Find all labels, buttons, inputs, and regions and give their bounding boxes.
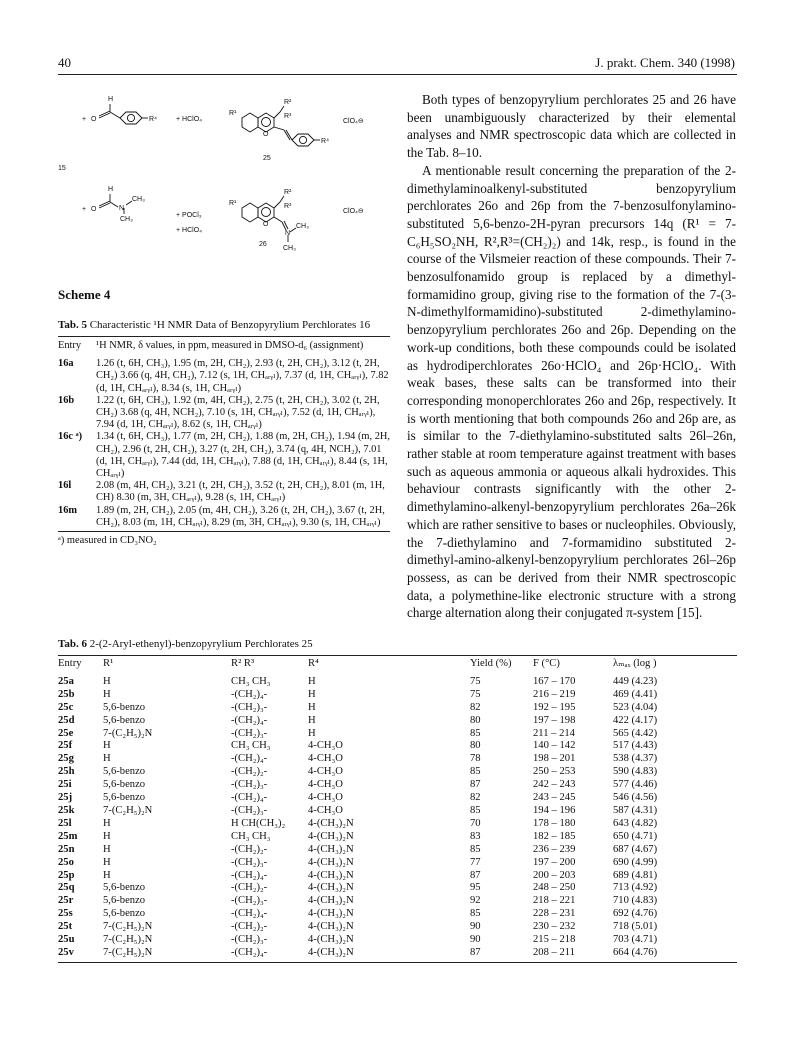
r2r3-cell: -(CH₂)₂- xyxy=(231,843,268,855)
table-6-caption xyxy=(58,638,737,651)
table-row xyxy=(58,505,390,529)
entry-cell: 25d xyxy=(58,714,75,726)
bond xyxy=(274,217,282,222)
fc-cell: 197 – 200 xyxy=(533,856,576,868)
yield-cell: 75 xyxy=(470,675,481,687)
r2r3-cell: -(CH₂)₂- xyxy=(231,766,268,778)
plus-circle-25 xyxy=(262,118,271,127)
r4-cell: 4-(CH₃)₂N xyxy=(308,869,354,881)
table-row xyxy=(58,431,390,480)
table-6-grid xyxy=(58,656,737,960)
r1-cell: 7-(C₂H₅)₂N xyxy=(103,934,153,946)
scheme-label: H xyxy=(108,96,114,103)
scheme-label: R⁴ xyxy=(321,138,330,145)
fc-cell: 248 – 250 xyxy=(533,882,576,894)
r1-cell: H xyxy=(103,817,111,829)
lambda-cell: 587 (4.31) xyxy=(613,804,658,816)
r4-cell: 4-CH₃O xyxy=(308,804,343,816)
yield-cell: 80 xyxy=(470,714,481,726)
yield-cell: 85 xyxy=(470,804,481,816)
table-row xyxy=(58,857,737,870)
entry-cell: 25h xyxy=(58,766,75,778)
lambda-cell: 713 (4.92) xyxy=(613,882,658,894)
fc-cell: 182 – 185 xyxy=(533,830,576,842)
r1-cell: 5,6-benzo xyxy=(103,701,146,713)
table-row xyxy=(58,702,737,715)
fc-cell: 216 – 219 xyxy=(533,688,576,700)
lambda-cell: 546 (4.56) xyxy=(613,792,658,804)
benzene-ring-26 xyxy=(242,203,258,222)
scheme-label: 25 xyxy=(263,155,271,162)
yield-cell: 70 xyxy=(470,817,481,829)
lambda-cell: 718 (5.01) xyxy=(613,921,658,933)
table-row xyxy=(58,728,737,741)
r2r3-cell: -(CH₂)₃- xyxy=(231,895,268,907)
r1-cell: 7-(C₂H₅)₂N xyxy=(103,946,153,958)
scheme-label: N xyxy=(285,230,291,237)
bond xyxy=(280,106,284,112)
r1-cell: 5,6-benzo xyxy=(103,766,146,778)
r4-cell: 4-(CH₃)₂N xyxy=(308,856,354,868)
r2r3-cell: -(CH₂)₄- xyxy=(231,688,268,700)
r1-cell: 7-(C₂H₅)₂N xyxy=(103,727,153,739)
r2r3-cell: -(CH₂)₂- xyxy=(231,921,268,933)
r4-cell: 4-(CH₃)₂N xyxy=(308,843,354,855)
scheme-label: O xyxy=(263,131,269,138)
r2r3-cell: -(CH₂)₃- xyxy=(231,804,268,816)
reaction-scheme xyxy=(58,90,388,260)
lambda-cell: 687 (4.67) xyxy=(613,843,658,855)
lambda-cell: 650 (4.71) xyxy=(613,830,658,842)
r2r3-cell: CH₃ CH₃ xyxy=(231,675,271,687)
scheme-label: ClO₄⊖ xyxy=(343,208,364,215)
yield-cell: 90 xyxy=(470,934,481,946)
yield-cell: 95 xyxy=(470,882,481,894)
scheme-caption: Scheme 4 xyxy=(58,287,111,302)
r1-cell: H xyxy=(103,830,111,842)
r4-cell: H xyxy=(308,714,316,726)
table-row xyxy=(58,844,737,857)
r2r3-cell: H CH(CH₃)₂ xyxy=(231,817,286,829)
entry-cell: 25a xyxy=(58,675,74,687)
table-row xyxy=(58,689,737,702)
r4-cell: H xyxy=(308,688,316,700)
r4-cell: 4-CH₃O xyxy=(308,766,343,778)
r2r3-cell: -(CH₂)₄- xyxy=(231,946,268,958)
column-header: Yield (%) xyxy=(470,658,512,669)
yield-cell: 85 xyxy=(470,843,481,855)
yield-cell: 85 xyxy=(470,727,481,739)
table-row xyxy=(58,395,390,432)
yield-cell: 78 xyxy=(470,753,481,765)
lambda-cell: 577 (4.46) xyxy=(613,779,658,791)
entry-cell: 25q xyxy=(58,882,75,894)
lambda-cell: 692 (4.76) xyxy=(613,908,658,920)
scheme-label: CH₃ xyxy=(296,223,309,230)
lambda-cell: 703 (4.71) xyxy=(613,934,658,946)
lambda-cell: 710 (4.83) xyxy=(613,895,658,907)
entry-cell: 25j xyxy=(58,792,73,804)
lambda-cell: 469 (4.41) xyxy=(613,688,658,700)
r2r3-cell: -(CH₂)₂- xyxy=(231,882,268,894)
scheme-label: N xyxy=(119,205,125,212)
r2r3-cell: -(CH₂)₄- xyxy=(231,792,268,804)
fc-cell: 178 – 180 xyxy=(533,817,576,829)
r1-cell: 5,6-benzo xyxy=(103,779,146,791)
yield-cell: 82 xyxy=(470,701,481,713)
scheme-label: O xyxy=(91,116,97,123)
r4-cell: H xyxy=(308,727,316,739)
r4-cell: 4-(CH₃)₂N xyxy=(308,934,354,946)
entry-cell: 16a xyxy=(58,358,74,370)
bond xyxy=(274,127,284,130)
r1-cell: H xyxy=(103,843,111,855)
r1-cell: H xyxy=(103,675,111,687)
scheme-label: CH₃ xyxy=(132,196,145,203)
r4-cell: H xyxy=(308,675,316,687)
r2r3-cell: -(CH₂)₃- xyxy=(231,727,268,739)
table-row xyxy=(58,673,737,689)
table-row xyxy=(58,882,737,895)
nmr-cell: 1.89 (m, 2H, CH₂), 2.05 (m, 4H, CH₂), 3.26 (t, 2H, CH₂), 3.67 (t, 2H, CH₂), 8.03 (m, 1H, CHₐᵣᵧₗ), 8.29 (m, 3H, CHₐᵣᵧₗ), 9.30 (s, 1H, CHₐᵣᵧₗ) xyxy=(96,504,385,528)
yield-cell: 85 xyxy=(470,908,481,920)
entry-cell: 25m xyxy=(58,830,78,842)
table-row xyxy=(58,870,737,883)
r4-cell: 4-(CH₃)₂N xyxy=(308,830,354,842)
r1-cell: 5,6-benzo xyxy=(103,908,146,920)
entry-cell: 25l xyxy=(58,817,72,829)
table-5-grid xyxy=(58,337,390,529)
bond xyxy=(280,196,284,202)
scheme-label: R³ xyxy=(284,113,292,120)
r2r3-cell: -(CH₂)₃- xyxy=(231,934,268,946)
paragraph: Both types of benzopyrylium perchlorates 25 and 26 have been unambiguously characterized by their elemental analyses and NMR spectroscopic data which are collected in the Tab. 8–10. xyxy=(407,92,736,161)
fc-cell: 250 – 253 xyxy=(533,766,576,778)
table-row xyxy=(58,480,390,504)
r1-cell: 5,6-benzo xyxy=(103,792,146,804)
scheme-label: + HClO₄ xyxy=(176,227,203,234)
yield-cell: 90 xyxy=(470,921,481,933)
column-header: Entry xyxy=(58,658,82,669)
table-label: Tab. 6 xyxy=(58,638,87,650)
table-5-caption xyxy=(58,319,390,332)
yield-cell: 87 xyxy=(470,779,481,791)
table-footnote: ᵃ) measured in CD₃NO₂ xyxy=(58,535,157,547)
table-row xyxy=(58,740,737,753)
yield-cell: 80 xyxy=(470,740,481,752)
r4-cell: H xyxy=(308,701,316,713)
benzene-ring-25 xyxy=(242,113,258,132)
yield-cell: 87 xyxy=(470,869,481,881)
r1-cell: 5,6-benzo xyxy=(103,882,146,894)
table-row xyxy=(58,792,737,805)
bond xyxy=(110,112,120,118)
yield-cell: 75 xyxy=(470,688,481,700)
entry-cell: 25g xyxy=(58,753,74,765)
column-header: R² R³ xyxy=(231,658,255,669)
fc-cell: 208 – 211 xyxy=(533,946,575,958)
table-rule xyxy=(58,962,737,963)
scheme-label: R¹ xyxy=(229,200,237,207)
entry-cell: 16l xyxy=(58,480,72,492)
r2r3-cell: -(CH₂)₃- xyxy=(231,856,268,868)
benzene-ring-25b xyxy=(292,134,314,146)
lambda-cell: 422 (4.17) xyxy=(613,714,658,726)
table-row xyxy=(58,805,737,818)
column-header: R⁴ xyxy=(308,658,319,669)
table-row xyxy=(58,921,737,934)
fc-cell: 228 – 231 xyxy=(533,908,576,920)
aromatic-circle xyxy=(299,136,306,143)
pyrylium-ring-25 xyxy=(258,113,274,132)
r1-cell: 5,6-benzo xyxy=(103,895,146,907)
fc-cell: 230 – 232 xyxy=(533,921,576,933)
r1-cell: H xyxy=(103,688,111,700)
scheme-label: R² xyxy=(284,99,292,106)
nmr-cell: 1.22 (t, 6H, CH₃), 1.92 (m, 4H, CH₂), 2.75 (t, 2H, CH₂), 3.02 (t, 2H, CH₂) 3.68 (q, 4H, NCH₂), 7.10 (s, 1H, CHₐᵣᵧₗ), 7.52 (d, 1H, CHₐᵣᵧₗ), 7.94 (d, 1H, CHₐᵣᵧₗ), 8.62 (s, 1H, CHₐᵣᵧₗ) xyxy=(96,394,380,431)
entry-cell: 25f xyxy=(58,740,73,752)
table-title: 2-(2-Aryl-ethenyl)-benzopyrylium Perchlorates 25 xyxy=(89,638,313,650)
table-row xyxy=(58,908,737,921)
fc-cell: 197 – 198 xyxy=(533,714,576,726)
header-rule xyxy=(58,74,737,75)
entry-cell: 25b xyxy=(58,688,75,700)
yield-cell: 92 xyxy=(470,895,481,907)
bond xyxy=(274,112,280,118)
scheme-label: + xyxy=(82,116,87,123)
column-header: Entry xyxy=(58,340,82,351)
entry-cell: 25t xyxy=(58,921,73,933)
scheme-label: O xyxy=(263,221,269,228)
fc-cell: 218 – 221 xyxy=(533,895,576,907)
table-header-row xyxy=(58,656,737,673)
entry-cell: 25s xyxy=(58,908,73,920)
table-row xyxy=(58,831,737,844)
column-header: F (°C) xyxy=(533,658,560,669)
entry-cell: 16m xyxy=(58,504,78,516)
scheme-label: R¹ xyxy=(229,110,237,117)
lambda-cell: 449 (4.23) xyxy=(613,675,658,687)
scheme-label: 26 xyxy=(259,241,267,248)
entry-cell: 16b xyxy=(58,394,75,406)
fc-cell: 198 – 201 xyxy=(533,753,576,765)
entry-cell: 25v xyxy=(58,946,74,958)
bond xyxy=(110,202,118,207)
pyrylium-ring-26 xyxy=(258,203,274,222)
scheme-label: H xyxy=(108,186,114,193)
lambda-cell: 664 (4.76) xyxy=(613,946,658,958)
entry-cell: 25i xyxy=(58,779,72,791)
r4-cell: 4-CH₃O xyxy=(308,740,343,752)
r2r3-cell: CH₃ CH₃ xyxy=(231,830,271,842)
lambda-cell: 689 (4.81) xyxy=(613,869,658,881)
page-number: 40 xyxy=(58,55,71,70)
yield-cell: 77 xyxy=(470,856,481,868)
r4-cell: 4-CH₃O xyxy=(308,753,343,765)
column-header: R¹ xyxy=(103,658,114,669)
scheme-drawing xyxy=(58,90,388,260)
r1-cell: H xyxy=(103,753,111,765)
entry-cell: 25u xyxy=(58,934,75,946)
fc-cell: 211 – 214 xyxy=(533,727,575,739)
table-label: Tab. 5 xyxy=(58,319,87,331)
table-row xyxy=(58,818,737,831)
scheme-label: R⁴ xyxy=(149,116,158,123)
entry-cell: 25r xyxy=(58,895,74,907)
r1-cell: 7-(C₂H₅)₂N xyxy=(103,921,153,933)
yield-cell: 87 xyxy=(470,946,481,958)
r4-cell: 4-(CH₃)₂N xyxy=(308,895,354,907)
lambda-cell: 565 (4.42) xyxy=(613,727,658,739)
lambda-cell: 538 (4.37) xyxy=(613,753,658,765)
scheme-label: 15 xyxy=(58,165,66,172)
benzene-ring-1 xyxy=(120,112,142,124)
column-header: ¹H NMR, δ values, in ppm, measured in DMSO-d₆ (assignment) xyxy=(96,340,364,351)
r2r3-cell: -(CH₂)₃- xyxy=(231,701,268,713)
table-title: Characteristic ¹H NMR Data of Benzopyrylium Perchlorates 16 xyxy=(89,319,371,331)
scheme-label: CH₃ xyxy=(283,245,296,252)
fc-cell: 215 – 218 xyxy=(533,934,576,946)
yield-cell: 85 xyxy=(470,766,481,778)
scheme-label: + POCl₃ xyxy=(176,212,202,219)
plus-circle-26 xyxy=(262,208,271,217)
lambda-cell: 590 (4.83) xyxy=(613,766,658,778)
r4-cell: 4-CH₃O xyxy=(308,779,343,791)
aromatic-circle xyxy=(127,114,134,121)
r1-cell: H xyxy=(103,740,111,752)
table-row xyxy=(58,947,737,960)
table-6 xyxy=(58,638,737,963)
paragraph: A mentionable result concerning the preparation of the 2-dimethylaminoalkenyl-substituted benzopyrylium perchlorates 26o and 26p from the 7-benzosulfonylamino-substituted 5,6-benzo-2H-pyran precursors 14q (R¹ = 7-C₆H₅SO₂NH, R²,R³=(CH₂)₂) and 14k, resp., is found in the course of the Vilsmeier reaction of these compounds. Their 7-benzosulfonamido group is replaced by a dimethyl-formamidino group, giving rise to the formation of the 7-(3-N-dimethylformamidino)-substituted 2-dimethylamino-benzopyrylium perchlorates 26o and 26p. Depending on the work-up conditions, both these compounds could be isolated as hydrodiperchlorates 26o·HClO₄ and 26p·HClO₄. With weak bases, these salts can be transformed into their corresponding monoperchlorates 26o and 26p, respectively. It is worth mentioning that both compounds 26o and 26p are, as is similar to the 7-diethylamino-substituted salts 26l–26n, rather stable at room temperature against treatment with bases such as aqueous ammonia or aqueous alkali hydroxides. This behaviour contrasts significantly with the other 2-dimethylamino-alkenyl-benzopyrylium perchlorates 26a–26k which are rather sensitive to bases or nucleophiles. Obviously, the 7-diethylamino and 7-formamidino substituted 2-dimethyl-amino-alkenyl-benzopyrylium perchlorates 26l–26p possess, as can be derived from their NMR spectroscopic data, a polymethine-like electronic structure with a strong charge alternation along their conjugated π-system [15]. xyxy=(407,162,736,621)
lambda-cell: 643 (4.82) xyxy=(613,817,658,829)
fc-cell: 236 – 239 xyxy=(533,843,576,855)
entry-cell: 25e xyxy=(58,727,74,739)
entry-cell: 25n xyxy=(58,843,75,855)
scheme-label: R² xyxy=(284,189,292,196)
scheme-label: O xyxy=(91,206,97,213)
r4-cell: 4-CH₃O xyxy=(308,792,343,804)
fc-cell: 242 – 243 xyxy=(533,779,576,791)
scheme-label: + HClO₄ xyxy=(176,116,203,123)
lambda-cell: 690 (4.99) xyxy=(613,856,658,868)
r4-cell: 4-(CH₃)₂N xyxy=(308,946,354,958)
table-5 xyxy=(58,319,390,546)
entry-cell: 16c ᵃ) xyxy=(58,431,83,443)
r2r3-cell: -(CH₂)₄- xyxy=(231,908,268,920)
fc-cell: 167 – 170 xyxy=(533,675,576,687)
table-row xyxy=(58,355,390,395)
fc-cell: 243 – 245 xyxy=(533,792,576,804)
r2r3-cell: -(CH₂)₄- xyxy=(231,869,268,881)
r1-cell: H xyxy=(103,856,111,868)
r1-cell: 7-(C₂H₅)₂N xyxy=(103,804,153,816)
entry-cell: 25p xyxy=(58,869,75,881)
nmr-cell: 1.34 (t, 6H, CH₃), 1.77 (m, 2H, CH₂), 1.88 (m, 2H, CH₂), 1.94 (m, 2H, CH₂), 2.96 (t, 2H, CH₂), 3.27 (t, 2H, CH₂), 3.74 (q, 4H, NCH₂), 7.01 (d, 1H, CHₐᵣᵧₗ), 7.44 (dd, 1H, CHₐᵣᵧₗ), 7.88 (d, 1H, CHₐᵣᵧₗ), 8.44 (s, 1H, CHₐᵣᵧₗ) xyxy=(96,431,390,480)
lambda-cell: 523 (4.04) xyxy=(613,701,658,713)
table-rule xyxy=(58,531,390,532)
r2r3-cell: -(CH₂)₄- xyxy=(231,753,268,765)
table-row xyxy=(58,753,737,766)
yield-cell: 83 xyxy=(470,830,481,842)
table-row xyxy=(58,934,737,947)
journal-citation: J. prakt. Chem. 340 (1998) xyxy=(595,55,735,70)
r4-cell: 4-(CH₃)₂N xyxy=(308,817,354,829)
entry-cell: 25c xyxy=(58,701,74,713)
r4-cell: 4-(CH₃)₂N xyxy=(308,882,354,894)
entry-cell: 25o xyxy=(58,856,74,868)
r2r3-cell: CH₃ CH₃ xyxy=(231,740,271,752)
bond xyxy=(274,202,280,208)
table-row xyxy=(58,715,737,728)
scheme-label: ClO₄⊖ xyxy=(343,118,364,125)
scheme-label: + xyxy=(82,206,87,213)
fc-cell: 140 – 142 xyxy=(533,740,576,752)
r1-cell: H xyxy=(103,869,111,881)
scheme-label: CH₃ xyxy=(120,216,133,223)
column-header: λₘₐₓ (log ) xyxy=(613,658,657,669)
table-row xyxy=(58,766,737,779)
body-text-column xyxy=(407,91,736,622)
nmr-cell: 2.08 (m, 4H, CH₂), 3.21 (t, 2H, CH₂), 3.52 (t, 2H, CH₂), 8.01 (m, 1H, CH) 8.30 (m, 3H, CHₐᵣᵧₗ), 9.28 (s, 1H, CHₐᵣᵧₗ) xyxy=(96,480,385,504)
yield-cell: 82 xyxy=(470,792,481,804)
fc-cell: 194 – 196 xyxy=(533,804,576,816)
r2r3-cell: -(CH₂)₃- xyxy=(231,779,268,791)
table-header-row xyxy=(58,337,390,355)
entry-cell: 25k xyxy=(58,804,75,816)
scheme-label: R³ xyxy=(284,203,292,210)
nmr-cell: 1.26 (t, 6H, CH₃), 1.95 (m, 2H, CH₂), 2.93 (t, 2H, CH₂), 3.12 (t, 2H, CH₂) 3.66 (q, 4H, CH₂), 7.12 (s, 1H, CHₐᵣᵧₗ), 7.37 (d, 1H, CHₐᵣᵧₗ), 7.82 (d, 1H, CHₐᵣᵧₗ), 8.34 (s, 1H, CHₐᵣᵧₗ) xyxy=(96,358,389,394)
table-row xyxy=(58,779,737,792)
r1-cell: 5,6-benzo xyxy=(103,714,146,726)
fc-cell: 192 – 195 xyxy=(533,701,576,713)
fc-cell: 200 – 203 xyxy=(533,869,576,881)
lambda-cell: 517 (4.43) xyxy=(613,740,658,752)
r4-cell: 4-(CH₃)₂N xyxy=(308,921,354,933)
r4-cell: 4-(CH₃)₂N xyxy=(308,908,354,920)
table-row xyxy=(58,895,737,908)
r2r3-cell: -(CH₂)₄- xyxy=(231,714,268,726)
